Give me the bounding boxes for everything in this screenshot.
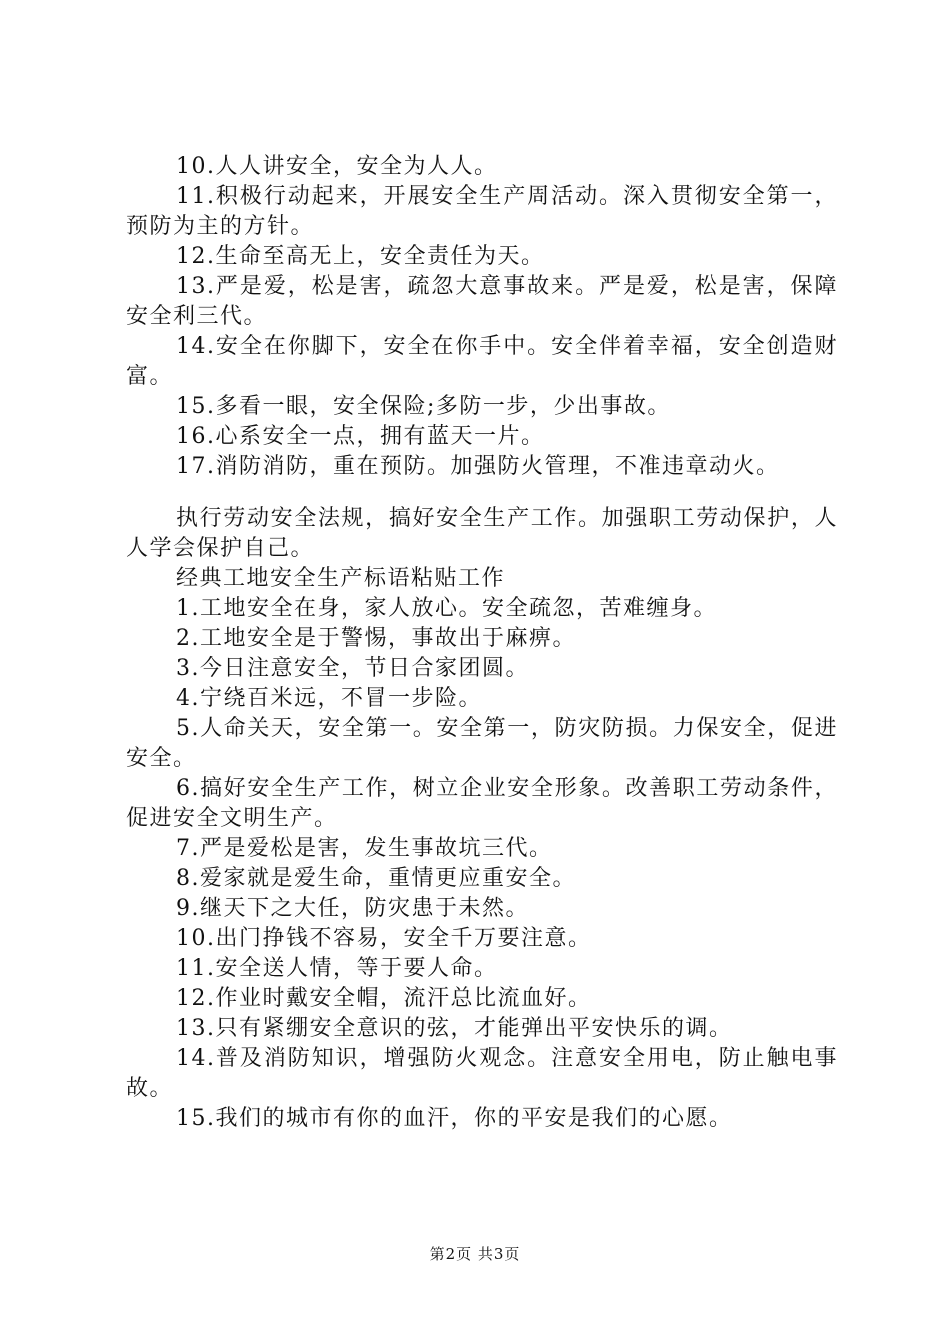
paragraph: 13.只有紧绷安全意识的弦，才能弹出平安快乐的调。 <box>176 1016 733 1041</box>
paragraph: 3.今日注意安全，节日合家团圆。 <box>176 656 529 681</box>
paragraph: 14.安全在你脚下，安全在你手中。安全伴着幸福，安全创造财富。 <box>126 334 838 389</box>
paragraph: 2.工地安全是于警惕，事故出于麻痹。 <box>176 626 576 651</box>
paragraph: 执行劳动安全法规，搞好安全生产工作。加强职工劳动保护，人人学会保护自己。 <box>126 506 838 561</box>
paragraph: 12.作业时戴安全帽，流汗总比流血好。 <box>176 986 592 1011</box>
paragraph: 15.多看一眼，安全保险;多防一步，少出事故。 <box>176 394 671 419</box>
paragraph: 8.爱家就是爱生命，重情更应重安全。 <box>176 866 576 891</box>
paragraph: 7.严是爱松是害，发生事故坑三代。 <box>176 836 553 861</box>
paragraph: 10.人人讲安全，安全为人人。 <box>176 154 498 179</box>
paragraph: 11.安全送人情，等于要人命。 <box>176 956 498 981</box>
paragraph: 11.积极行动起来，开展安全生产周活动。深入贯彻安全第一，预防为主的方针。 <box>126 184 838 239</box>
paragraph: 5.人命关天，安全第一。安全第一，防灾防损。力保安全，促进安全。 <box>126 716 838 771</box>
paragraph: 12.生命至高无上，安全责任为天。 <box>176 244 545 269</box>
paragraph: 1.工地安全在身，家人放心。安全疏忽，苦难缠身。 <box>176 596 717 621</box>
paragraph: 16.心系安全一点，拥有蓝天一片。 <box>176 424 545 449</box>
paragraph: 6.搞好安全生产工作，树立企业安全形象。改善职工劳动条件，促进安全文明生产。 <box>126 776 838 831</box>
paragraph: 17.消防消防，重在预防。加强防火管理，不准违章动火。 <box>176 454 780 479</box>
section-gap <box>126 482 838 504</box>
paragraph: 15.我们的城市有你的血汗，你的平安是我们的心愿。 <box>176 1106 733 1131</box>
paragraph: 4.宁绕百米远，不冒一步险。 <box>176 686 482 711</box>
page-number: 第2页 共3页 <box>429 1245 521 1263</box>
document-body <box>126 152 838 1134</box>
section-heading: 经典工地安全生产标语粘贴工作 <box>176 566 506 591</box>
paragraph: 14.普及消防知识，增强防火观念。注意安全用电，防止触电事故。 <box>126 1046 838 1101</box>
paragraph: 13.严是爱，松是害，疏忽大意事故来。严是爱，松是害，保障安全利三代。 <box>126 274 838 329</box>
paragraph: 10.出门挣钱不容易，安全千万要注意。 <box>176 926 592 951</box>
paragraph: 9.继天下之大任，防灾患于未然。 <box>176 896 529 921</box>
